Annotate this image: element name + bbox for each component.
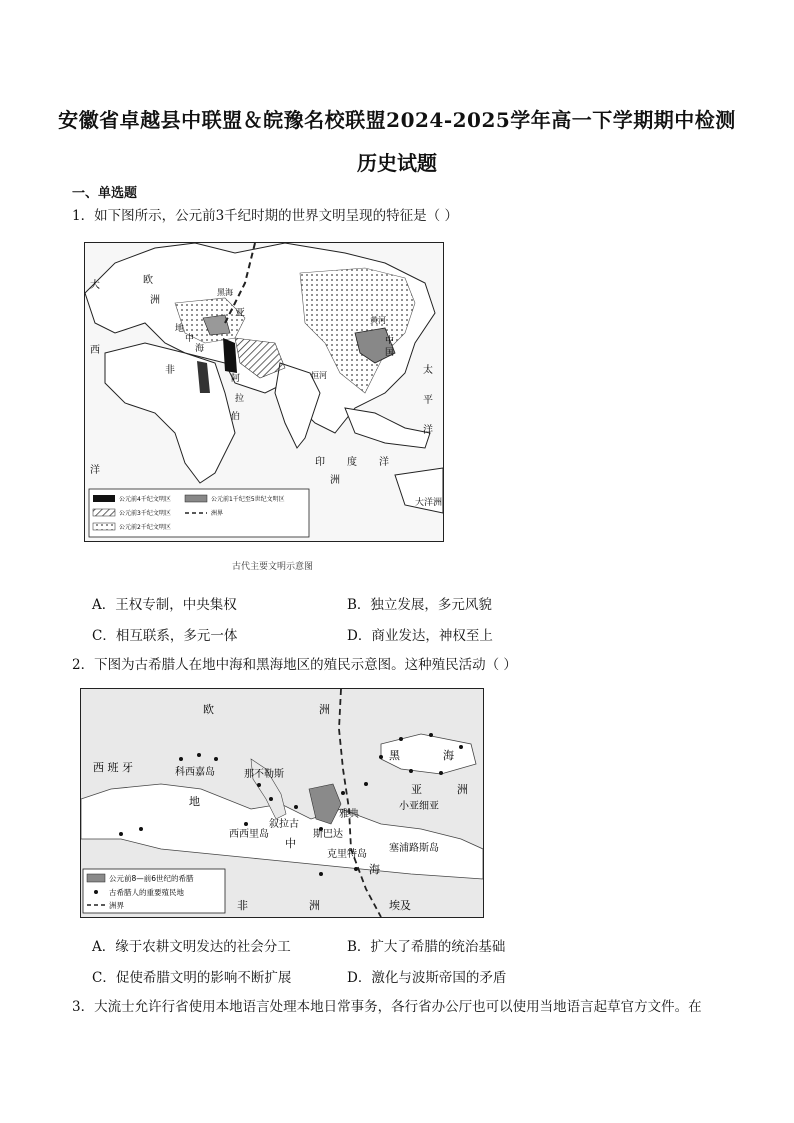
map1-label-du: 度 [347,457,357,468]
map1-label-asia: 亚 [235,308,245,319]
map2-legend-colony: 古希腊人的重要殖民地 [109,888,184,897]
map2-legend-border: 洲界 [109,901,124,910]
question-1-map [84,242,444,542]
map1-label-china-guo: 国 [385,348,395,358]
map1-label-africa: 非 [165,365,175,376]
map1-label-zhou2: 洲 [330,475,340,486]
map1-label-la: 拉 [235,394,245,404]
map1-label-yellow-river: 黄河 [370,316,386,325]
question-1-stem: 1．如下图所示，公元前3千纪时期的世界文明呈现的特征是（ ） [72,208,458,224]
question-3-stem: 3．大流士允许行省使用本地语言处理本地日常事务，各行省办公厅也可以使用当地语言起草官方文件。在 [72,999,702,1015]
map1-label-zhou: 洲 [150,295,160,306]
map1-label-oceania: 大洋洲 [415,498,443,508]
q2-option-c[interactable]: C．促使希腊文明的影响不断扩展 [92,970,292,986]
map1-label-yang2: 洋 [379,457,389,468]
map1-label-europe: 欧 [143,275,153,286]
map1-label-black-sea: 黑海 [217,288,233,297]
q2-option-d[interactable]: D．激化与波斯帝国的矛盾 [347,970,507,986]
map2-label-corsica: 科西嘉岛 [175,767,215,778]
greek-colonization-map [81,689,483,917]
map1-label-ping: 平 [423,395,433,406]
map1-label-ganges: 恒河 [311,371,327,380]
map1-label-di: 地 [175,324,185,334]
question-2-stem: 2．下图为古希腊人在地中海和黑海地区的殖民示意图。这种殖民活动（ ） [72,657,517,673]
page-title: 安徽省卓越县中联盟＆皖豫名校联盟2024-2025学年高一下学期期中检测 [58,108,736,132]
map1-label-china-zhong: 中 [385,336,395,346]
page-subtitle: 历史试题 [357,151,437,175]
map2-label-naples: 那不勒斯 [244,769,284,780]
map2-label-asia-minor: 小亚细亚 [399,801,439,812]
q1-option-d[interactable]: D．商业发达，神权至上 [347,628,493,644]
q1-option-b[interactable]: B．独立发展，多元风貌 [347,597,492,613]
map2-legend-greece: 公元前8—前6世纪的希腊 [109,874,194,883]
map2-label-athens: 雅典 [339,809,359,820]
map1-label-a: 阿 [231,374,241,384]
map1-label-yang3: 洋 [423,425,433,436]
map2-label-syracuse: 叙拉古 [269,819,299,830]
legend-2nd-millennium: 公元前2千纪文明区 [119,524,171,531]
q1-option-a[interactable]: A．王权专制，中央集权 [92,597,237,613]
map2-label-zhong: 中 [285,837,296,850]
map2-label-cyprus: 塞浦路斯岛 [389,843,439,854]
world-civilization-map [85,243,443,541]
question-2-map [80,688,484,918]
map1-label-yin: 印 [315,457,325,468]
map2-label-africa: 非 [237,899,248,912]
map2-legend [83,869,225,913]
map2-label-spain: 西 班 牙 [93,761,133,774]
section-heading: 一、单选题 [72,186,138,201]
legend-3rd-millennium: 公元前3千纪文明区 [119,510,171,517]
legend-1st-millennium: 公元前1千纪至5世纪文明区 [211,496,285,503]
map1-label-bo: 伯 [231,412,241,422]
map1-label-xi: 西 [90,345,100,356]
legend-4th-millennium: 公元前4千纪文明区 [119,496,171,503]
q2-option-a[interactable]: A．缘于农耕文明发达的社会分工 [92,939,291,955]
map2-label-black: 黑 [389,749,400,762]
map1-label-da: 大 [90,280,100,291]
map2-label-sparta: 斯巴达 [313,829,343,840]
map1-label-yang: 洋 [90,465,100,476]
map1-legend [89,489,309,537]
map1-label-zhong: 中 [185,334,195,344]
map2-label-sea: 海 [443,749,454,762]
map1-label-hai: 海 [195,344,205,354]
map2-label-egypt: 埃及 [389,899,411,912]
map2-label-asia: 亚 [411,783,422,796]
legend-continent-border: 洲界 [211,510,224,517]
q1-option-c[interactable]: C．相互联系，多元一体 [92,628,238,644]
map2-label-zhou3: 洲 [309,899,320,912]
map2-label-di: 地 [189,795,200,808]
q2-option-b[interactable]: B．扩大了希腊的统治基础 [347,939,506,955]
map1-caption: 古代主要文明示意图 [232,562,314,572]
map1-label-tai: 太 [423,365,433,376]
map2-label-zhou2: 洲 [457,783,468,796]
map2-label-crete: 克里特岛 [327,849,367,860]
map2-label-europe: 欧 [203,703,214,716]
map2-label-zhou: 洲 [319,703,330,716]
map2-label-hai: 海 [369,863,380,876]
map2-label-sicily: 西西里岛 [229,829,269,840]
